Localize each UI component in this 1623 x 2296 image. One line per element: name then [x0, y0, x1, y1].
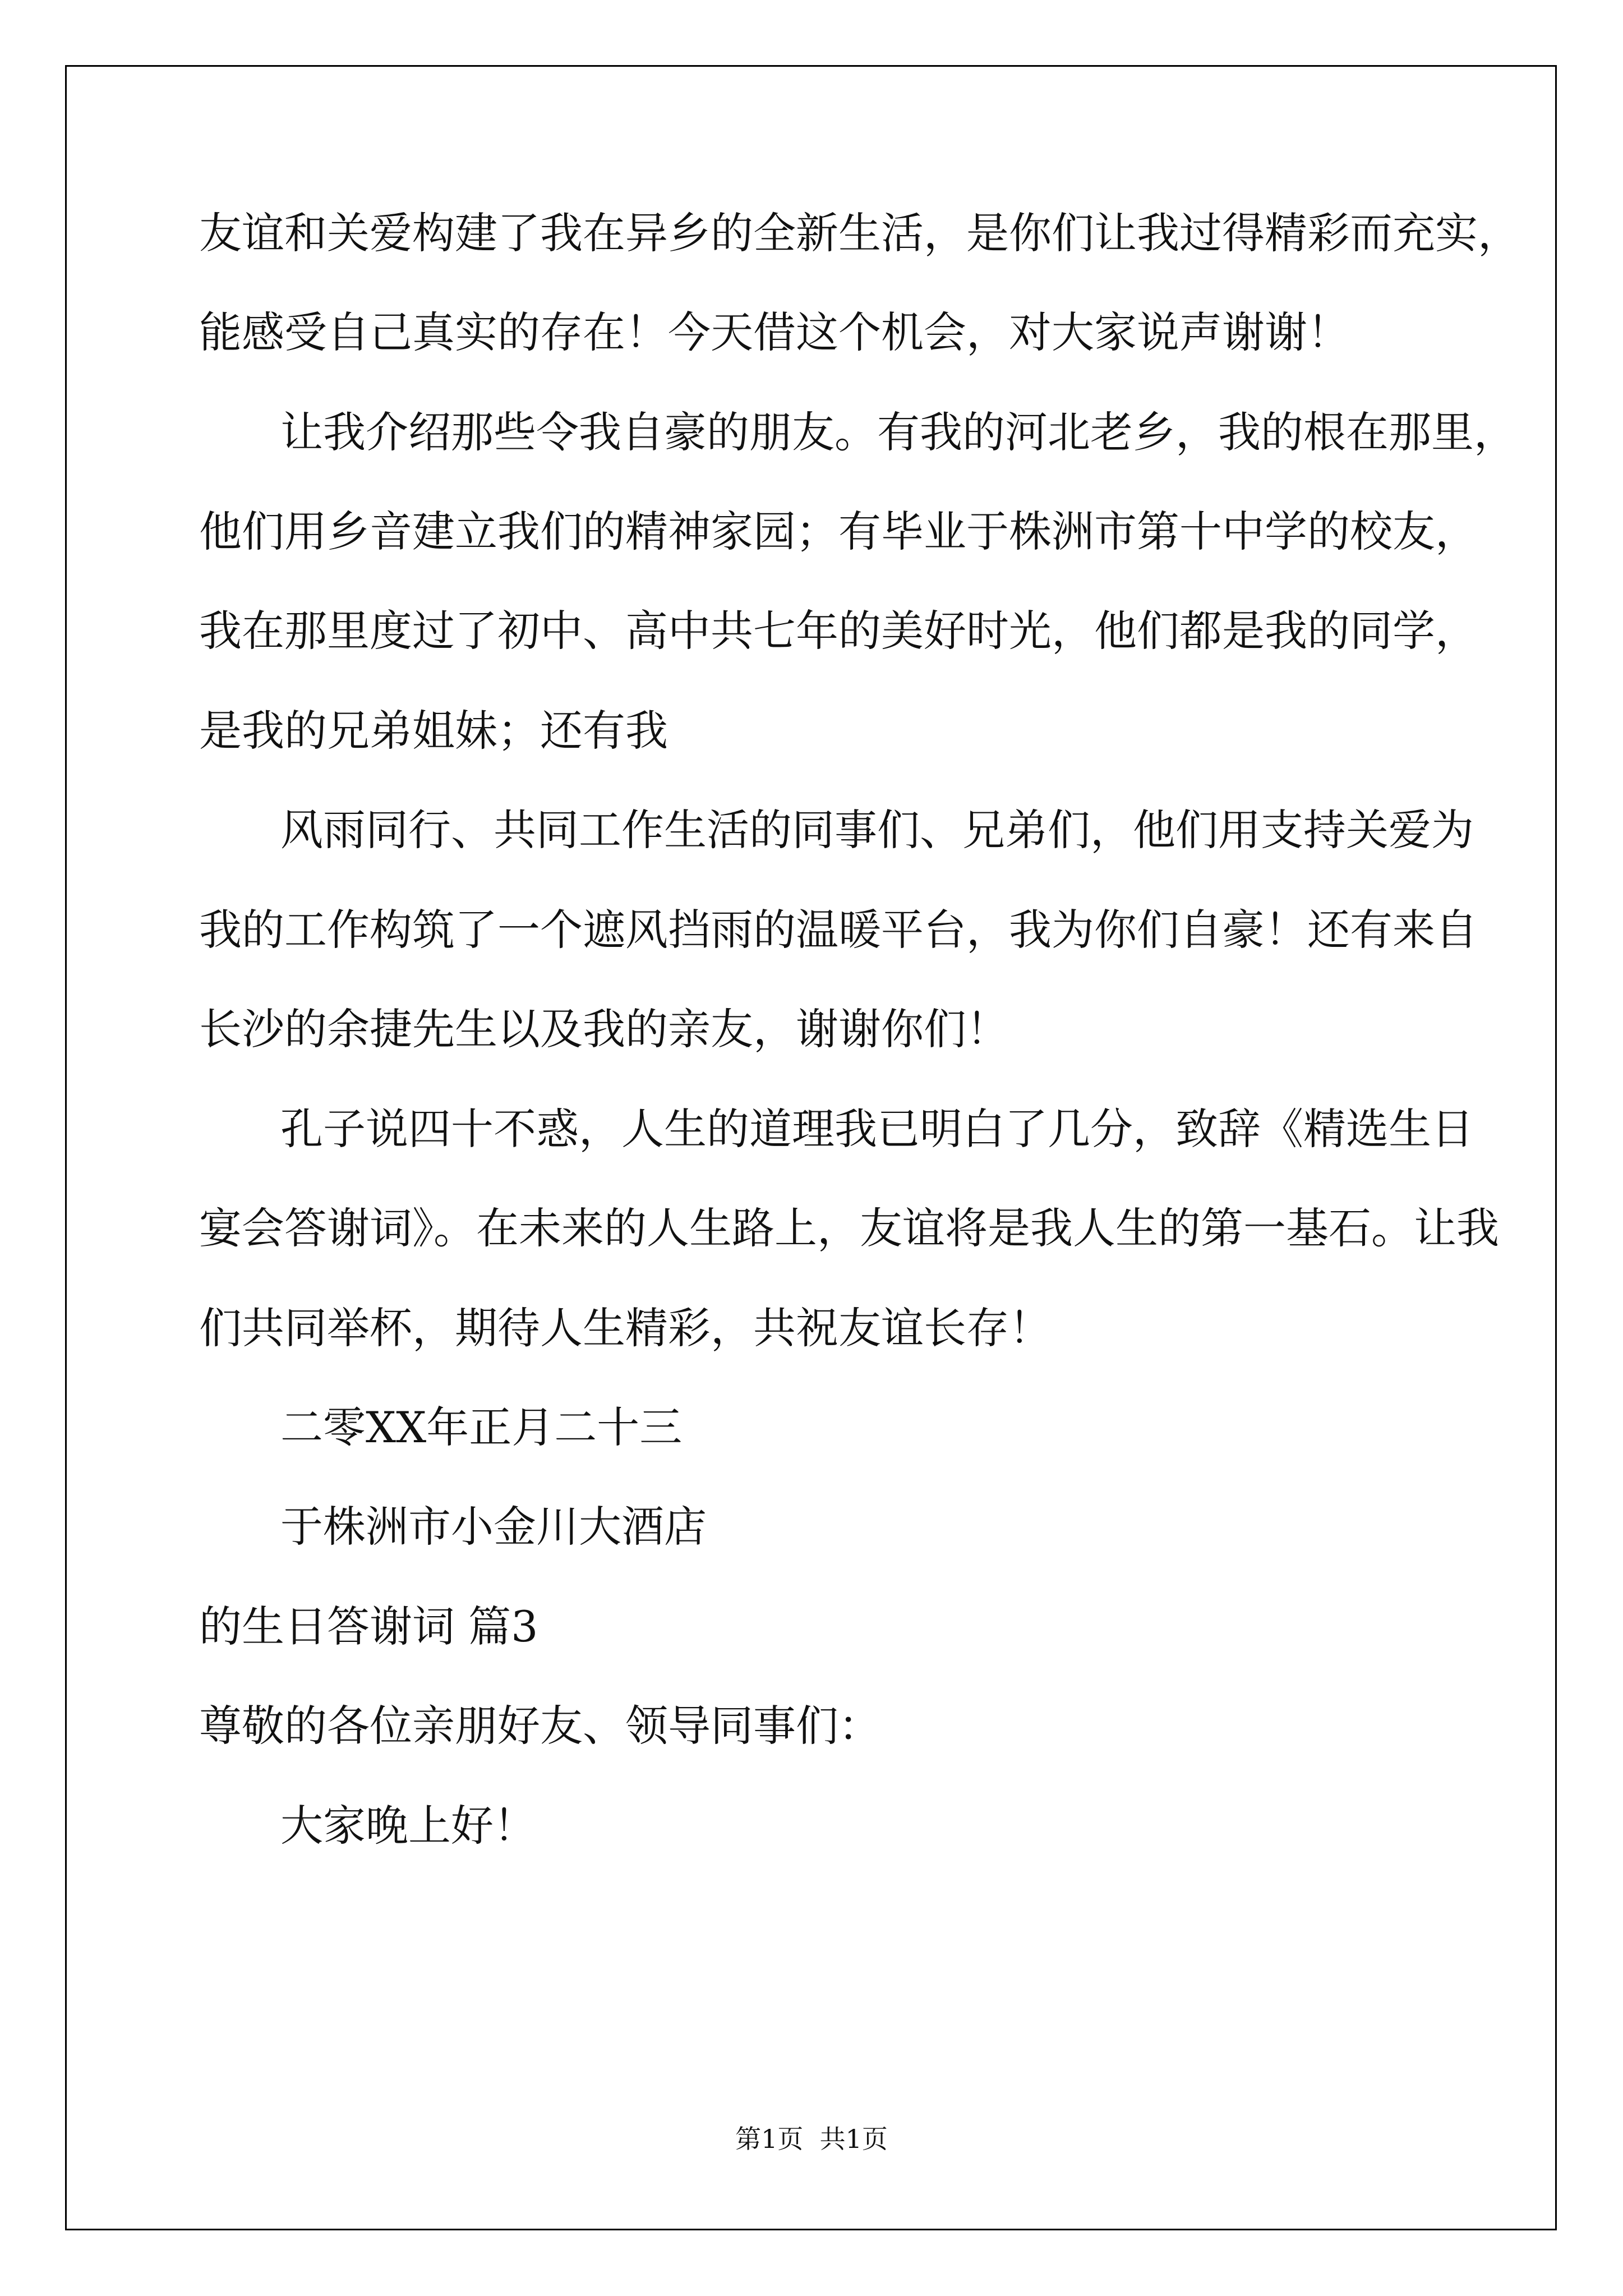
location-line: 于株洲市小金川大酒店 — [280, 1502, 707, 1552]
paragraph-line: 们共同举杯，期待人生精彩，共祝友谊长存！ — [199, 1303, 1052, 1353]
paragraph-line: 孔子说四十不惑，人生的道理我已明白了几分，致辞《精选生日 — [280, 1104, 1474, 1154]
paragraph-line: 我的工作构筑了一个遮风挡雨的温暖平台，我为你们自豪！还有来自 — [199, 905, 1478, 955]
paragraph-line: 风雨同行、共同工作生活的同事们、兄弟们，他们用支持关爱为 — [280, 805, 1474, 855]
greeting-line: 大家晚上好！ — [280, 1801, 536, 1851]
paragraph-line: 能感受自己真实的存在！今天借这个机会，对大家说声谢谢！ — [199, 307, 1350, 357]
paragraph-line: 是我的兄弟姐妹；还有我 — [199, 706, 668, 756]
paragraph-line: 他们用乡音建立我们的精神家园；有毕业于株洲市第十中学的校友， — [199, 507, 1478, 556]
paragraph-line: 友谊和关爱构建了我在异乡的全新生活，是你们让我过得精彩而充实， — [199, 208, 1520, 258]
paragraph-line: 我在那里度过了初中、高中共七年的美好时光，他们都是我的同学， — [199, 606, 1478, 656]
paragraph-line: 宴会答谢词》。在未来的人生路上，友谊将是我人生的第一基石。让我 — [199, 1203, 1499, 1253]
date-line: 二零XX年正月二十三 — [280, 1402, 683, 1452]
page-number-footer: 第1页 共1页 — [735, 2124, 888, 2154]
paragraph-line: 长沙的余捷先生以及我的亲友，谢谢你们！ — [199, 1004, 1009, 1054]
section-heading: 的生日答谢词 篇3 — [199, 1602, 538, 1651]
salutation-line: 尊敬的各位亲朋好友、领导同事们： — [199, 1701, 881, 1751]
paragraph-line: 让我介绍那些令我自豪的朋友。有我的河北老乡，我的根在那里， — [280, 407, 1516, 457]
